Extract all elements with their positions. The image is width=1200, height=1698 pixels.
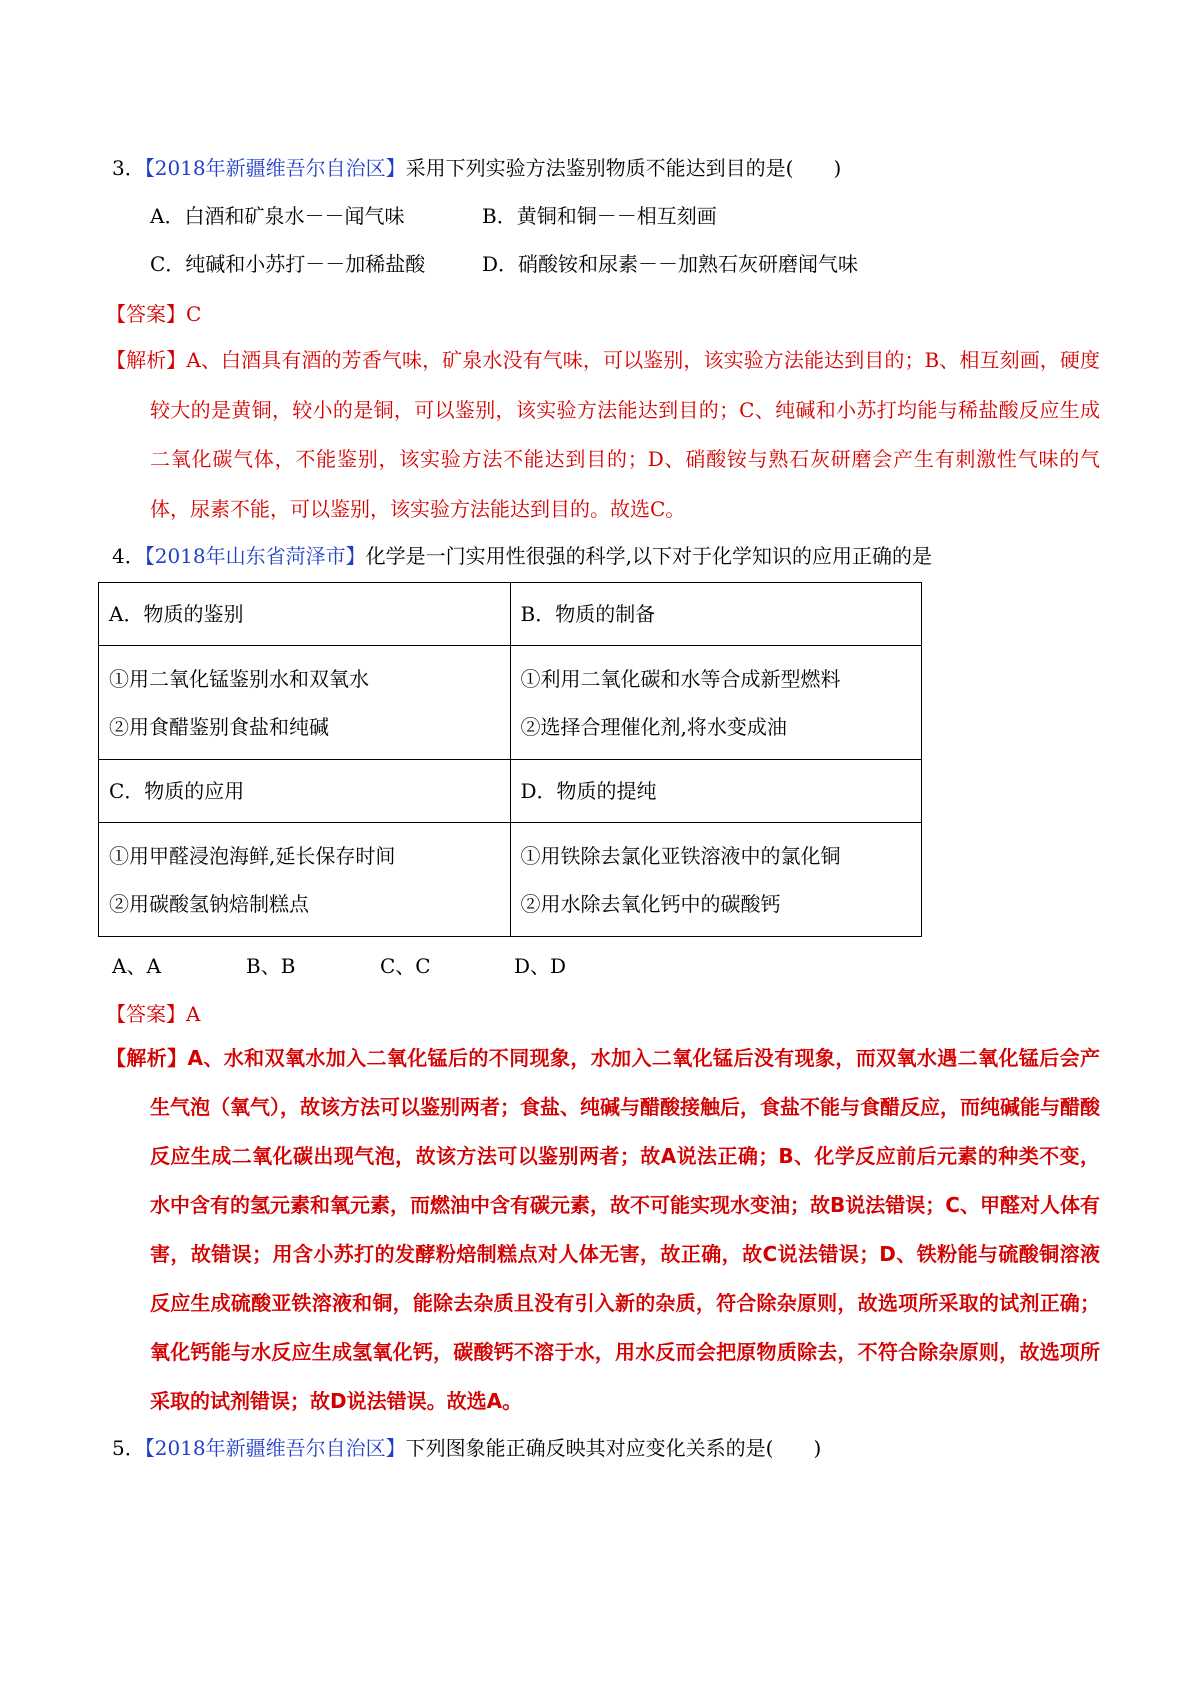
q4-source: 【2018年山东省菏泽市】 (144, 544, 366, 568)
q4-cell-c-head: C．物质的应用 (99, 760, 511, 823)
q3-option-a: A．白酒和矿泉水－－闻气味 (150, 204, 405, 228)
q4-answer-line (106, 1000, 200, 1028)
q4-choice-b: B、B (246, 954, 296, 978)
q4-choice-c: C、C (380, 954, 431, 978)
q3-answer-value: C (186, 302, 202, 326)
q4-d-item-2: ②用水除去氧化钙中的碳酸钙 (520, 891, 781, 916)
q3-analysis-text: A、白酒具有酒的芳香气味，矿泉水没有气味，可以鉴别，该实验方法能达到目的；B、相互刻画，硬度较大的是黄铜，较小的是铜，可以鉴别，该实验方法能达到目的；C、纯碱和小苏打均能与稀盐酸反应生成二氧化碳气体，不能鉴别，该实验方法不能达到目的；D、硝酸铵与熟石灰研磨会产生有刺激性气味的气体，尿素不能，可以鉴别，该实验方法能达到目的。故选C。 (150, 348, 1101, 521)
q4-cell-d-body (510, 823, 922, 937)
q3-analysis-label: 【解析】 (106, 348, 187, 372)
q4-c-item-1: ①用甲醛浸泡海鲜,延长保存时间 (109, 843, 396, 868)
q4-c-item-2: ②用碳酸氢钠焙制糕点 (109, 891, 309, 916)
q4-analysis (106, 1034, 1100, 1426)
q3-option-b: B．黄铜和铜－－相互刻画 (482, 204, 717, 228)
q5-number: 5． (112, 1436, 145, 1460)
q3-answer-label: 【答案】 (106, 302, 186, 326)
q4-a-item-2: ②用食醋鉴别食盐和纯碱 (109, 714, 329, 739)
q4-choice-a: A、A (112, 954, 161, 978)
q4-b-item-1: ①利用二氧化碳和水等合成新型燃料 (520, 666, 841, 691)
q4-analysis-text: A、水和双氧水加入二氧化锰后的不同现象，水加入二氧化锰后没有现象，而双氧水遇二氧化锰后会产生气泡（氧气），故该方法可以鉴别两者；食盐、纯碱与醋酸接触后，食盐不能与食醋反应，而纯碱能与醋酸反应生成二氧化碳出现气泡，故该方法可以鉴别两者；故A说法正确；B、化学反应前后元素的种类不变，水中含有的氢元素和氧元素，而燃油中含有碳元素，故不可能实现水变油；故B说法错误；C、甲醛对人体有害，故错误；用含小苏打的发酵粉焙制糕点对人体无害，故正确，故C说法错误；D、铁粉能与硫酸铜溶液反应生成硫酸亚铁溶液和铜，能除去杂质且没有引入新的杂质，符合除杂原则，故选项所采取的试剂正确；氧化钙能与水反应生成氢氧化钙，碳酸钙不溶于水，用水反而会把原物质除去，不符合除杂原则，故选项所采取的试剂错误；故D说法错误。故选A。 (150, 1046, 1100, 1413)
q4-choice-d: D、D (514, 954, 567, 978)
q4-d-item-1: ①用铁除去氯化亚铁溶液中的氯化铜 (520, 843, 841, 868)
q4-cell-a-head: A．物质的鉴别 (99, 583, 511, 646)
q4-cell-a-body (99, 646, 511, 760)
q3-number: 3． (112, 156, 145, 180)
q4-b-item-2: ②选择合理催化剂,将水变成油 (520, 714, 787, 739)
q4-cell-d-head: D．物质的提纯 (510, 760, 922, 823)
q3-source: 【2018年新疆维吾尔自治区】 (144, 156, 406, 180)
q3-option-d: D．硝酸铵和尿素－－加熟石灰研磨闻气味 (482, 252, 859, 276)
q3-option-c: C．纯碱和小苏打－－加稀盐酸 (150, 252, 426, 276)
q3-answer-line (106, 300, 201, 328)
q4-a-item-1: ①用二氧化锰鉴别水和双氧水 (109, 666, 369, 691)
q4-cell-b-head: B．物质的制备 (510, 583, 922, 646)
q4-cell-c-body (99, 823, 511, 937)
q3-stem-line (112, 154, 841, 182)
q4-analysis-label: 【解析】 (106, 1046, 188, 1070)
q4-cell-b-body (510, 646, 922, 760)
q4-answer-label: 【答案】 (106, 1002, 186, 1026)
q4-number: 4． (112, 544, 145, 568)
q4-answer-value: A (186, 1002, 201, 1026)
q3-analysis (106, 336, 1101, 534)
q5-source: 【2018年新疆维吾尔自治区】 (144, 1436, 406, 1460)
q4-stem-line (112, 542, 932, 570)
q3-stem: 采用下列实验方法鉴别物质不能达到目的是( ) (405, 156, 842, 180)
q4-options-table (98, 582, 922, 937)
q5-stem-line (112, 1434, 821, 1462)
q4-stem: 化学是一门实用性很强的科学,以下对于化学知识的应用正确的是 (365, 544, 932, 568)
q5-stem: 下列图象能正确反映其对应变化关系的是( ) (405, 1436, 822, 1460)
